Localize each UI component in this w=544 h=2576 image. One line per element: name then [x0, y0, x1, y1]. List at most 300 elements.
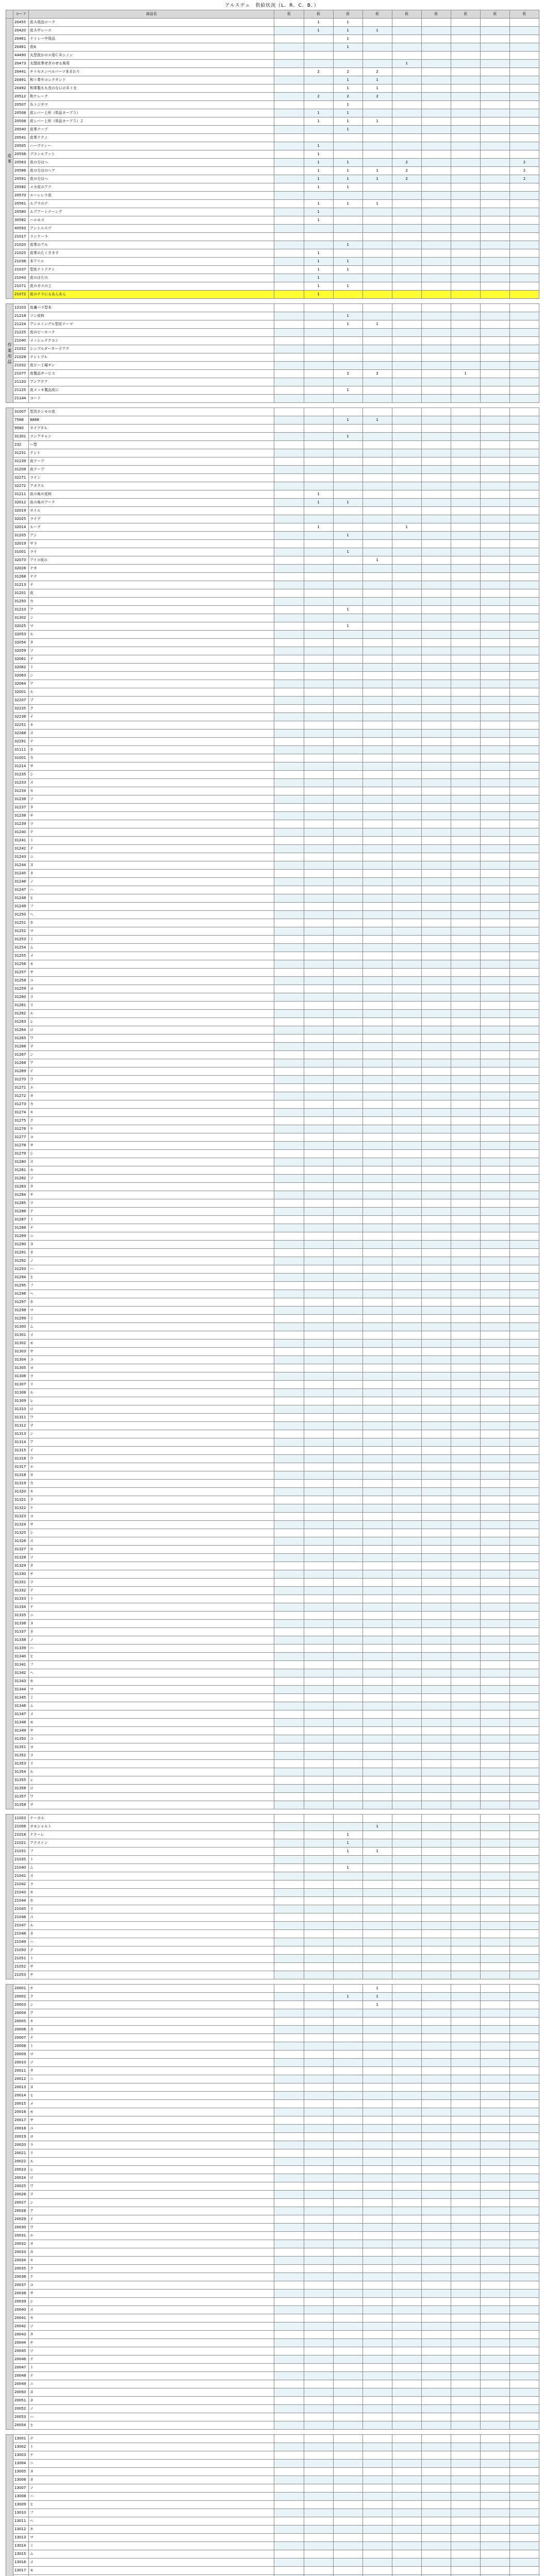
value-cell — [451, 2567, 480, 2575]
value-cell — [274, 977, 304, 985]
name-cell: エ — [29, 2232, 274, 2240]
value-cell — [480, 2298, 509, 2306]
value-cell — [333, 216, 362, 225]
value-cell — [274, 1480, 304, 1488]
category-cell — [6, 1815, 13, 1979]
value-cell — [509, 2306, 539, 2314]
value-cell — [451, 1422, 480, 1430]
value-cell — [274, 713, 304, 721]
value-cell — [451, 43, 480, 52]
value-cell — [333, 1414, 362, 1422]
code-cell: 31328 — [13, 1554, 29, 1562]
value-cell — [509, 1897, 539, 1905]
table-row — [6, 1848, 539, 1856]
name-cell: ス — [29, 1872, 274, 1880]
value-cell — [451, 2273, 480, 2281]
value-cell — [509, 2100, 539, 2108]
table-row — [6, 2034, 539, 2042]
value-cell — [451, 952, 480, 960]
name-cell: ネ — [29, 870, 274, 878]
value-cell — [304, 1397, 333, 1405]
value-cell — [333, 2517, 362, 2526]
value-cell — [451, 2517, 480, 2526]
value-cell — [421, 101, 451, 109]
value-cell — [421, 345, 451, 353]
value-cell — [451, 1340, 480, 1348]
value-cell — [451, 2265, 480, 2273]
table-row — [6, 370, 539, 378]
code-cell: 20047 — [13, 2364, 29, 2372]
table-body — [6, 19, 539, 2576]
value-cell — [480, 1356, 509, 1364]
value-cell — [333, 337, 362, 345]
table-row — [6, 631, 539, 639]
value-cell — [304, 1971, 333, 1979]
name-cell: ハーブティー — [29, 142, 274, 150]
name-cell: フ — [29, 1848, 274, 1856]
value-cell — [509, 1661, 539, 1669]
value-cell — [274, 1241, 304, 1249]
value-cell — [451, 1897, 480, 1905]
value-cell — [392, 1035, 421, 1043]
value-cell — [304, 101, 333, 109]
value-cell — [274, 60, 304, 68]
value-cell — [304, 1694, 333, 1702]
value-cell — [362, 1257, 392, 1265]
value-cell — [304, 1793, 333, 1801]
value-cell — [304, 2059, 333, 2067]
value-cell — [304, 2484, 333, 2493]
value-cell — [451, 1356, 480, 1364]
section-gap-cell — [6, 1809, 539, 1815]
value-cell — [421, 1183, 451, 1191]
value-cell — [362, 216, 392, 225]
table-row — [6, 1562, 539, 1570]
value-cell: 1 — [362, 1848, 392, 1856]
value-cell — [392, 664, 421, 672]
value-cell — [451, 1092, 480, 1100]
table-row — [6, 1274, 539, 1282]
value-cell — [451, 1447, 480, 1455]
value-cell — [392, 2534, 421, 2542]
code-cell: 21043 — [13, 274, 29, 282]
value-cell — [274, 680, 304, 688]
value-cell — [421, 2042, 451, 2050]
value-cell — [421, 1743, 451, 1752]
value-cell — [274, 820, 304, 828]
value-cell — [392, 345, 421, 353]
name-cell: キ — [29, 2257, 274, 2265]
value-cell — [451, 598, 480, 606]
name-cell: ナ — [29, 2034, 274, 2042]
value-cell — [509, 1839, 539, 1848]
value-cell — [304, 680, 333, 688]
value-cell — [362, 911, 392, 919]
value-cell — [451, 2501, 480, 2509]
table-row — [6, 1905, 539, 1913]
value-cell — [362, 1521, 392, 1529]
value-cell — [392, 1076, 421, 1084]
value-cell — [274, 2191, 304, 2199]
value-cell — [304, 441, 333, 449]
value-cell — [451, 1372, 480, 1381]
value-cell — [274, 386, 304, 395]
value-cell — [333, 2059, 362, 2067]
value-cell — [451, 1686, 480, 1694]
code-cell: 31260 — [13, 993, 29, 1002]
name-cell: ン — [29, 672, 274, 680]
value-cell — [392, 589, 421, 598]
value-cell — [421, 1785, 451, 1793]
table-row — [6, 1856, 539, 1864]
value-cell — [480, 362, 509, 370]
value-cell — [392, 386, 421, 395]
name-cell: ルブアートナーング — [29, 208, 274, 216]
code-cell: 31348 — [13, 1719, 29, 1727]
value-cell — [333, 1930, 362, 1938]
value-cell — [421, 1356, 451, 1364]
value-cell — [362, 2067, 392, 2075]
name-cell: ト — [29, 2364, 274, 2372]
value-cell — [333, 1612, 362, 1620]
name-cell: エ — [29, 1463, 274, 1471]
value-cell — [509, 532, 539, 540]
value-cell — [392, 903, 421, 911]
value-cell — [480, 1059, 509, 1067]
value-cell — [274, 150, 304, 159]
value-cell — [304, 721, 333, 730]
name-cell: メ — [29, 1331, 274, 1340]
value-cell — [362, 2191, 392, 2199]
value-cell — [451, 2298, 480, 2306]
value-cell — [480, 2026, 509, 2034]
value-cell — [421, 1513, 451, 1521]
value-cell — [333, 1727, 362, 1735]
value-cell — [421, 395, 451, 403]
table-row — [6, 1471, 539, 1480]
value-cell — [392, 2323, 421, 2331]
code-cell: 31273 — [13, 1100, 29, 1109]
code-cell: 20508 — [13, 109, 29, 117]
value-cell — [451, 2125, 480, 2133]
value-cell — [304, 787, 333, 795]
value-cell — [480, 804, 509, 812]
name-cell: サラ — [29, 540, 274, 548]
table-row — [6, 738, 539, 746]
value-cell — [451, 1018, 480, 1026]
code-cell: 20043 — [13, 2331, 29, 2339]
value-cell — [274, 233, 304, 241]
value-cell — [333, 1265, 362, 1274]
value-cell — [451, 1872, 480, 1880]
value-cell — [392, 861, 421, 870]
value-cell — [274, 2149, 304, 2158]
value-cell — [421, 1208, 451, 1216]
value-cell — [480, 1084, 509, 1092]
value-cell — [392, 952, 421, 960]
value-cell — [274, 1513, 304, 1521]
value-cell — [509, 1216, 539, 1224]
value-cell — [362, 208, 392, 216]
table-row — [6, 1938, 539, 1946]
value-cell — [509, 134, 539, 142]
name-cell: ヌ — [29, 1241, 274, 1249]
value-cell — [392, 779, 421, 787]
value-cell — [451, 441, 480, 449]
name-cell: ク — [29, 2265, 274, 2273]
value-cell — [304, 2451, 333, 2460]
value-cell — [304, 2075, 333, 2083]
value-cell — [274, 556, 304, 565]
value-cell — [480, 507, 509, 515]
value-cell — [274, 1864, 304, 1872]
name-cell: チトセエンベルパーツ本まわり — [29, 68, 274, 76]
value-cell — [274, 1661, 304, 1669]
value-cell — [509, 919, 539, 927]
table-row — [6, 1872, 539, 1880]
value-cell — [274, 1628, 304, 1636]
table-row — [6, 1645, 539, 1653]
table-row — [6, 345, 539, 353]
value-cell — [304, 1905, 333, 1913]
table-row — [6, 1059, 539, 1067]
value-cell — [480, 2388, 509, 2397]
value-cell — [304, 2166, 333, 2174]
value-cell — [421, 1298, 451, 1307]
value-cell — [392, 2476, 421, 2484]
value-cell — [451, 2355, 480, 2364]
value-cell — [333, 1315, 362, 1323]
value-cell: 1 — [333, 433, 362, 441]
code-cell: 31007 — [13, 408, 29, 416]
table-row — [6, 408, 539, 416]
value-cell — [421, 1993, 451, 2001]
value-cell — [362, 2248, 392, 2257]
code-cell: 20012 — [13, 2075, 29, 2083]
code-cell: 31290 — [13, 1241, 29, 1249]
name-cell: モ — [29, 960, 274, 969]
value-cell — [480, 1422, 509, 1430]
value-cell — [451, 1546, 480, 1554]
name-cell: ヤ — [29, 1348, 274, 1356]
value-cell — [451, 378, 480, 386]
value-cell — [333, 1801, 362, 1809]
value-cell — [451, 1323, 480, 1331]
value-cell — [274, 490, 304, 499]
name-cell: ウ — [29, 1455, 274, 1463]
value-cell — [392, 1546, 421, 1554]
name-cell: ヌ — [29, 2083, 274, 2092]
table-row — [6, 1290, 539, 1298]
value-cell — [509, 2240, 539, 2248]
value-cell — [509, 43, 539, 52]
value-cell — [333, 2542, 362, 2550]
value-cell — [451, 754, 480, 762]
table-row — [6, 1719, 539, 1727]
name-cell: エーレレラ皮 — [29, 192, 274, 200]
value-cell — [362, 828, 392, 837]
value-cell — [304, 2460, 333, 2468]
value-cell — [509, 2298, 539, 2306]
value-cell — [509, 2092, 539, 2100]
value-cell — [304, 2413, 333, 2421]
value-cell — [480, 1216, 509, 1224]
value-cell — [333, 2207, 362, 2215]
name-cell: テ — [29, 2435, 274, 2443]
name-cell: ユ — [29, 1735, 274, 1743]
value-cell — [451, 1848, 480, 1856]
value-cell — [362, 779, 392, 787]
value-cell — [304, 353, 333, 362]
value-cell — [421, 1546, 451, 1554]
name-cell: ソ — [29, 795, 274, 804]
value-cell — [480, 35, 509, 43]
stock-table — [6, 10, 539, 2576]
value-cell — [362, 2372, 392, 2380]
value-cell — [274, 2125, 304, 2133]
value-cell — [274, 1142, 304, 1150]
table-row — [6, 1100, 539, 1109]
value-cell — [421, 241, 451, 249]
value-cell — [421, 2224, 451, 2232]
code-cell: 20051 — [13, 2397, 29, 2405]
value-cell — [362, 2526, 392, 2534]
value-cell — [451, 804, 480, 812]
code-cell: 32062 — [13, 664, 29, 672]
value-cell — [451, 523, 480, 532]
value-cell — [451, 985, 480, 993]
value-cell — [451, 730, 480, 738]
value-cell — [509, 1315, 539, 1323]
value-cell — [451, 1702, 480, 1710]
code-cell: 20441 — [13, 68, 29, 76]
value-cell — [480, 1488, 509, 1496]
value-cell — [451, 1636, 480, 1645]
name-cell: 太閤皮革せぎのせる角用 — [29, 60, 274, 68]
value-cell — [362, 1793, 392, 1801]
name-cell: ヘ — [29, 1290, 274, 1298]
value-cell — [421, 606, 451, 614]
code-cell: 31240 — [13, 828, 29, 837]
value-cell — [451, 721, 480, 730]
value-cell — [392, 362, 421, 370]
value-cell — [480, 1930, 509, 1938]
value-cell — [392, 1815, 421, 1823]
value-cell — [274, 985, 304, 993]
code-cell: 32251 — [13, 721, 29, 730]
value-cell — [451, 345, 480, 353]
value-cell — [392, 507, 421, 515]
value-cell — [421, 27, 451, 35]
name-cell: ヨ — [29, 1743, 274, 1752]
table-row — [6, 837, 539, 845]
table-row — [6, 1175, 539, 1183]
value-cell — [362, 795, 392, 804]
value-cell — [451, 2166, 480, 2174]
code-cell: 20031 — [13, 2232, 29, 2240]
table-row — [6, 2199, 539, 2207]
value-cell — [362, 2257, 392, 2265]
value-cell — [480, 1897, 509, 1905]
name-cell: 皮の方はのヘア — [29, 167, 274, 175]
value-cell — [362, 861, 392, 870]
code-cell: 21077 — [13, 370, 29, 378]
value-cell — [480, 1880, 509, 1889]
value-cell — [509, 2484, 539, 2493]
value-cell — [362, 2273, 392, 2281]
value-cell — [304, 1067, 333, 1076]
table-row — [6, 2116, 539, 2125]
value-cell — [333, 2405, 362, 2413]
table-row — [6, 2347, 539, 2355]
code-cell: 21072 — [13, 291, 29, 299]
value-cell — [274, 2298, 304, 2306]
value-cell — [392, 1776, 421, 1785]
value-cell — [421, 1496, 451, 1504]
value-cell — [421, 804, 451, 812]
value-cell — [304, 655, 333, 664]
value-cell — [333, 2397, 362, 2405]
code-cell: 31286 — [13, 1208, 29, 1216]
value-cell — [362, 746, 392, 754]
value-cell — [480, 969, 509, 977]
value-cell — [274, 2257, 304, 2265]
code-cell: 32207 — [13, 697, 29, 705]
code-cell: 20053 — [13, 2413, 29, 2421]
value-cell — [274, 2397, 304, 2405]
table-row — [6, 134, 539, 142]
value-cell — [509, 1955, 539, 1963]
value-cell — [304, 1249, 333, 1257]
value-cell: 1 — [304, 150, 333, 159]
value-cell — [509, 2158, 539, 2166]
value-cell — [421, 43, 451, 52]
value-cell — [333, 1529, 362, 1537]
value-cell — [392, 2265, 421, 2273]
name-cell: 皮革のアル — [29, 241, 274, 249]
value-cell — [304, 1010, 333, 1018]
value-cell — [421, 1002, 451, 1010]
value-cell — [421, 2215, 451, 2224]
value-cell — [509, 2380, 539, 2388]
value-cell — [274, 754, 304, 762]
value-cell — [509, 1175, 539, 1183]
value-cell — [509, 60, 539, 68]
value-cell — [304, 1669, 333, 1677]
code-cell: 21071 — [13, 282, 29, 291]
value-cell — [362, 282, 392, 291]
value-cell — [451, 2534, 480, 2542]
value-cell — [333, 233, 362, 241]
name-cell: ヨ — [29, 2133, 274, 2141]
table-row — [6, 771, 539, 779]
table-row — [6, 1117, 539, 1125]
code-cell: 21045 — [13, 1905, 29, 1913]
table-row — [6, 812, 539, 820]
name-cell: イ — [29, 1447, 274, 1455]
value-cell: 1 — [304, 208, 333, 216]
value-cell — [480, 2224, 509, 2232]
name-cell: セ — [29, 2314, 274, 2323]
value-cell — [362, 386, 392, 395]
table-row — [6, 2355, 539, 2364]
value-cell — [333, 2421, 362, 2430]
value-cell — [274, 993, 304, 1002]
value-cell — [509, 225, 539, 233]
value-cell — [480, 142, 509, 150]
code-cell: 31338 — [13, 1636, 29, 1645]
value-cell — [509, 1645, 539, 1653]
